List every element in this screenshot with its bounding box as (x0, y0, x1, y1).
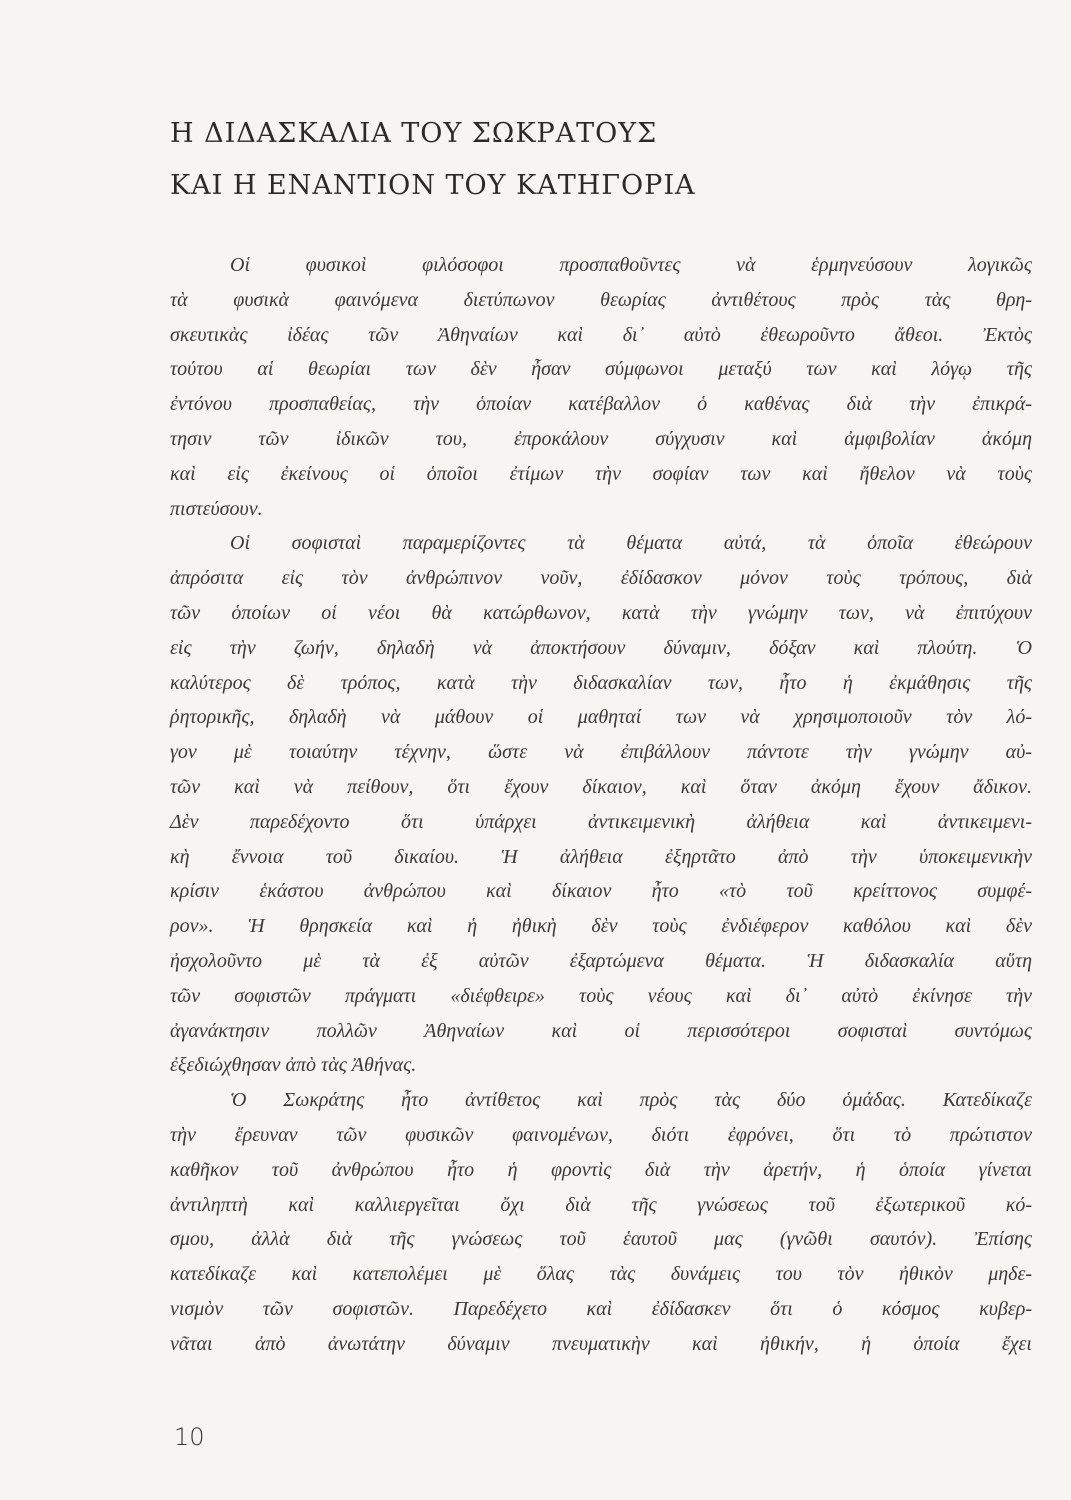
text-line: Οἱ φυσικοὶ φιλόσοφοι προσπαθοῦντες νὰ ἑρμηνεύσουν λογικῶς (230, 254, 1032, 276)
page-number: 10 (174, 1423, 205, 1451)
text-line: κατεδίκαζε καὶ κατεπολέμει μὲ ὅλας τὰς δυνάμεις του τὸν ἠθικὸν μηδε- (170, 1263, 1032, 1286)
text-line: τούτου αἱ θεωρίαι των δὲν ἦσαν σύμφωνοι μεταξύ των καὶ λόγῳ τῆς (170, 358, 1032, 381)
text-line: τησιν τῶν ἰδικῶν του, ἐπροκάλουν σύγχυσιν καὶ ἀμφιβολίαν ἀκόμη (170, 427, 1032, 450)
text-line: ἠσχολοῦντο μὲ τὰ ἐξ αὐτῶν ἐξαρτώμενα θέματα. Ἡ διδασκαλία αὕτη (170, 949, 1032, 972)
text-line: τὴν ἔρευναν τῶν φυσικῶν φαινομένων, διότι ἐφρόνει, ὅτι τὸ πρώτιστον (170, 1123, 1032, 1146)
text-line: σκευτικὰς ἰδέας τῶν Ἀθηναίων καὶ δι᾽ αὐτὸ ἐθεωροῦντο ἄθεοι. Ἐκτὸς (170, 323, 1032, 346)
paragraph-1 (170, 248, 1032, 526)
paragraph-2 (170, 526, 1032, 1083)
text-line: ἐντόνου προσπαθείας, τὴν ὁποίαν κατέβαλλον ὁ καθένας διὰ τὴν ἐπικρά- (170, 393, 1032, 416)
text-line: τὰ φυσικὰ φαινόμενα διετύπωνον θεωρίας ἀντιθέτους πρὸς τὰς θρη- (170, 288, 1032, 311)
text-line: καθῆκον τοῦ ἀνθρώπου ἦτο ἡ φροντὶς διὰ τὴν ἀρετήν, ἡ ὁποία γίνεται (170, 1158, 1032, 1181)
body-text (170, 248, 1032, 1362)
chapter-title-line-1: Η ΔΙΔΑΣΚΑΛΙΑ ΤΟΥ ΣΩΚΡΑΤΟΥΣ (170, 118, 658, 149)
text-line: κὴ ἔννοια τοῦ δικαίου. Ἡ ἀλήθεια ἐξηρτᾶτο ἀπὸ τὴν ὑποκειμενικὴν (170, 845, 1032, 868)
chapter-title-line-2: ΚΑΙ Η ΕΝΑΝΤΙΟΝ ΤΟΥ ΚΑΤΗΓΟΡΙΑ (170, 170, 696, 201)
chapter-title (170, 108, 930, 212)
text-line: ἐξεδιώχθησαν ἀπὸ τὰς Ἀθήνας. (170, 1054, 417, 1077)
text-line: Οἱ σοφισταὶ παραμερίζοντες τὰ θέματα αὐτά, τὰ ὁποῖα ἐθεώρουν (230, 532, 1032, 555)
text-line: τῶν σοφιστῶν πράγματι «διέφθειρε» τοὺς νέους καὶ δι᾽ αὐτὸ ἐκίνησε τὴν (170, 984, 1032, 1007)
text-line: τῶν ὁποίων οἱ νέοι θὰ κατώρθωνον, κατὰ τὴν γνώμην των, νὰ ἐπιτύχουν (170, 601, 1032, 624)
text-line: Δὲν παρεδέχοντο ὅτι ὑπάρχει ἀντικειμενικὴ ἀλήθεια καὶ ἀντικειμενι- (170, 810, 1032, 833)
paragraph-3 (170, 1083, 1032, 1361)
text-line: τῶν καὶ νὰ πείθουν, ὅτι ἔχουν δίκαιον, καὶ ὅταν ἀκόμη ἔχουν ἄδικον. (170, 775, 1032, 798)
text-line: πιστεύσουν. (170, 497, 263, 520)
text-line: γον μὲ τοιαύτην τέχνην, ὥστε νὰ ἐπιβάλλουν πάντοτε τὴν γνώμην αὐ- (170, 741, 1032, 764)
text-line: εἰς τὴν ζωήν, δηλαδὴ νὰ ἀποκτήσουν δύναμιν, δόξαν καὶ πλούτη. Ὁ (170, 636, 1032, 659)
text-line: νᾶται ἀπὸ ἀνωτάτην δύναμιν πνευματικὴν καὶ ἠθικήν, ἡ ὁποία ἔχει (170, 1332, 1032, 1355)
text-line: σμου, ἀλλὰ διὰ τῆς γνώσεως τοῦ ἑαυτοῦ μας (γνῶθι σαυτόν). Ἐπίσης (170, 1228, 1032, 1251)
text-line: καὶ εἰς ἐκείνους οἱ ὁποῖοι ἐτίμων τὴν σοφίαν των καὶ ἤθελον νὰ τοὺς (170, 462, 1032, 485)
text-line: ἀπρόσιτα εἰς τὸν ἀνθρώπινον νοῦν, ἐδίδασκον μόνον τοὺς τρόπους, διὰ (170, 567, 1032, 590)
text-line: Ὁ Σωκράτης ἦτο ἀντίθετος καὶ πρὸς τὰς δύο ὁμάδας. Κατεδίκαζε (230, 1089, 1032, 1112)
text-line: ἀντιληπτὴ καὶ καλλιεργεῖται ὄχι διὰ τῆς γνώσεως τοῦ ἐξωτερικοῦ κό- (170, 1193, 1032, 1216)
text-line: κρίσιν ἑκάστου ἀνθρώπου καὶ δίκαιον ἦτο «τὸ τοῦ κρείττονος συμφέ- (170, 880, 1032, 903)
text-line: ρον». Ἡ θρησκεία καὶ ἡ ἠθικὴ δὲν τοὺς ἐνδιέφερον καθόλου καὶ δὲν (170, 915, 1032, 938)
text-line: ῥητορικῆς, δηλαδὴ νὰ μάθουν οἱ μαθηταί των νὰ χρησιμοποιοῦν τὸν λό- (170, 706, 1032, 729)
text-line: ἀγανάκτησιν πολλῶν Ἀθηναίων καὶ οἱ περισσότεροι σοφισταὶ συντόμως (170, 1019, 1032, 1042)
text-line: καλύτερος δὲ τρόπος, κατὰ τὴν διδασκαλίαν των, ἦτο ἡ ἐκμάθησις τῆς (170, 671, 1032, 694)
text-line: νισμὸν τῶν σοφιστῶν. Παρεδέχετο καὶ ἐδίδασκεν ὅτι ὁ κόσμος κυβερ- (170, 1297, 1032, 1320)
